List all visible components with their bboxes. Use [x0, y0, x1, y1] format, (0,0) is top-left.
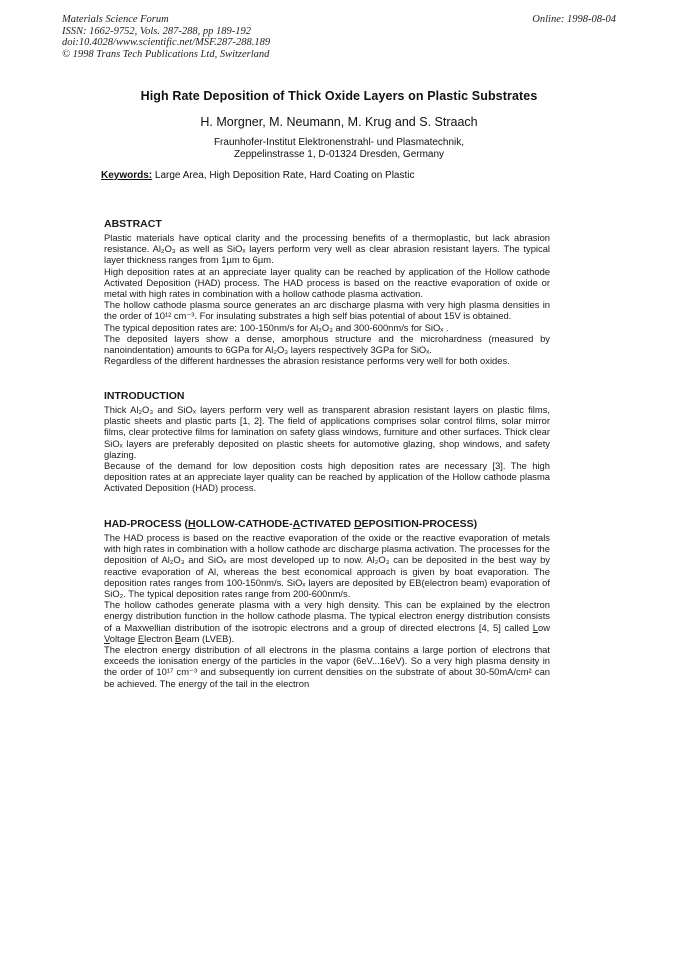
publication-meta: [62, 14, 616, 60]
online-date: Online: 1998-08-04: [532, 14, 616, 25]
had-process-paragraph: The electron energy distribution of all electrons in the plasma contains a large portion of electrons that exceeds the ionisation energy of the particles in the vapor (6eV...16eV). So a very high plasma density in the order of 10¹⁷ cm⁻³ and subsequently ion current densities on the substrate of about 30-50mA/cm² can be achieved. The energy of the tail in the electron: [104, 644, 550, 689]
affiliation-line-2: Zeppelinstrasse 1, D-01324 Dresden, Germany: [233, 149, 445, 160]
keywords-text: Large Area, High Deposition Rate, Hard Coating on Plastic: [154, 170, 415, 181]
journal-name: Materials Science Forum: [62, 14, 169, 25]
abstract-heading: ABSTRACT: [104, 218, 162, 230]
affiliation: [0, 137, 678, 161]
introduction-paragraph: Because of the demand for low deposition costs high deposition rates are necessary [3]. The high deposition rates at an appreciate layer quality can be reached by application of the Hollow cathode plasma Activated Deposition (HAD) process.: [104, 460, 550, 494]
copyright-line: © 1998 Trans Tech Publications Ltd, Switzerland: [62, 48, 270, 60]
abstract-paragraph: The deposited layers show a dense, amorphous structure and the microhardness (measured by nanoindentation) amounts to 6GPa for Al₂O₃ layers respectively 3GPa for SiOₓ.: [104, 332, 550, 356]
abstract-paragraph: High deposition rates at an appreciate layer quality can be reached by application of the Hollow cathode Activated Deposition (HAD) process. The HAD process is based on the reactive evaporation of oxide or metal with high rates in combination with a hollow cathode plasma activation.: [104, 265, 550, 300]
abstract-paragraph: The hollow cathode plasma source generates an arc discharge plasma with very high plasma densities in the order of 10¹² cm⁻³. For insulating substrates a high self bias potential of about 15V is obtained.: [104, 299, 550, 322]
had-process-paragraph: The HAD process is based on the reactive evaporation of the oxide or the reactive evaporation of metals with high rates in combination with a hollow cathode arc discharge plasma activation. The processes for the deposition of Al₂O₃ and SiOₓ are most developed up to now. Al₂O₃ can be deposited in the best way by reactive evaporation of Al, whereas the best economical approach is given by boat evaporation. The deposition rates ranges from 100-150nm/s. SiOₓ layers are deposited by EB(electron beam) evaporation of SiO₂. The typical deposition rates range from 200-600nm/s.: [104, 532, 550, 600]
abstract-paragraph: Plastic materials have optical clarity and the processing benefits of a thermoplastic, but lack abrasion resistance. Al₂O₃ as well as SiOₓ layers perform very well as clear abrasion resistant layers. The typical layer thickness ranges from 1µm to 6µm.: [104, 232, 550, 266]
abstract-paragraph: Regardless of the different hardnesses the abrasion resistance performs very well for both oxides.: [104, 355, 510, 367]
abstract-section: [104, 218, 550, 366]
keywords-label: Keywords:: [101, 170, 153, 181]
keywords: [101, 170, 415, 181]
introduction-paragraph: Thick Al₂O₃ and SiOₓ layers perform very well as transparent abrasion resistant layers on plastic films, plastic sheets and plastic parts [1, 2]. The field of applications comprises solar control films, solar mirror films, clear protective films for lamination on safety glass windows, furniture and other surfaces. Thick clear SiOₓ layers are preferably deposited on plastic sheets for automotive glazing, shop windows, and safety glazing.: [104, 404, 550, 460]
doi-line[interactable]: doi:10.4028/www.scientific.net/MSF.287-288.189: [62, 37, 271, 48]
paper-title: High Rate Deposition of Thick Oxide Layers on Plastic Substrates: [140, 89, 538, 103]
abstract-paragraph: The typical deposition rates are: 100-150nm/s for Al₂O₃ and 300-600nm/s for SiOₓ .: [104, 321, 449, 333]
had-process-section: [104, 518, 550, 689]
paper-authors: H. Morgner, M. Neumann, M. Krug and S. Straach: [200, 115, 478, 129]
introduction-heading: INTRODUCTION: [104, 390, 185, 402]
affiliation-line-1: Fraunhofer-Institut Elektronenstrahl- und Plasmatechnik,: [213, 137, 465, 148]
introduction-section: [104, 390, 550, 494]
issn-line: ISSN: 1662-9752, Vols. 287-288, pp 189-192: [62, 25, 251, 37]
had-process-heading: HAD-PROCESS (HOLLOW-CATHODE-ACTIVATED DEPOSITION-PROCESS): [104, 518, 478, 530]
had-process-paragraph: The hollow cathodes generate plasma with a very high density. This can be explained by the electron energy distribution function in the hollow cathode plasma. The typical electron energy distribution consists of a Maxwellian distribution of the isotropic electrons and a group of directed electrons [4, 5] called Low Voltage Electron Beam (LVEB).: [104, 599, 550, 644]
